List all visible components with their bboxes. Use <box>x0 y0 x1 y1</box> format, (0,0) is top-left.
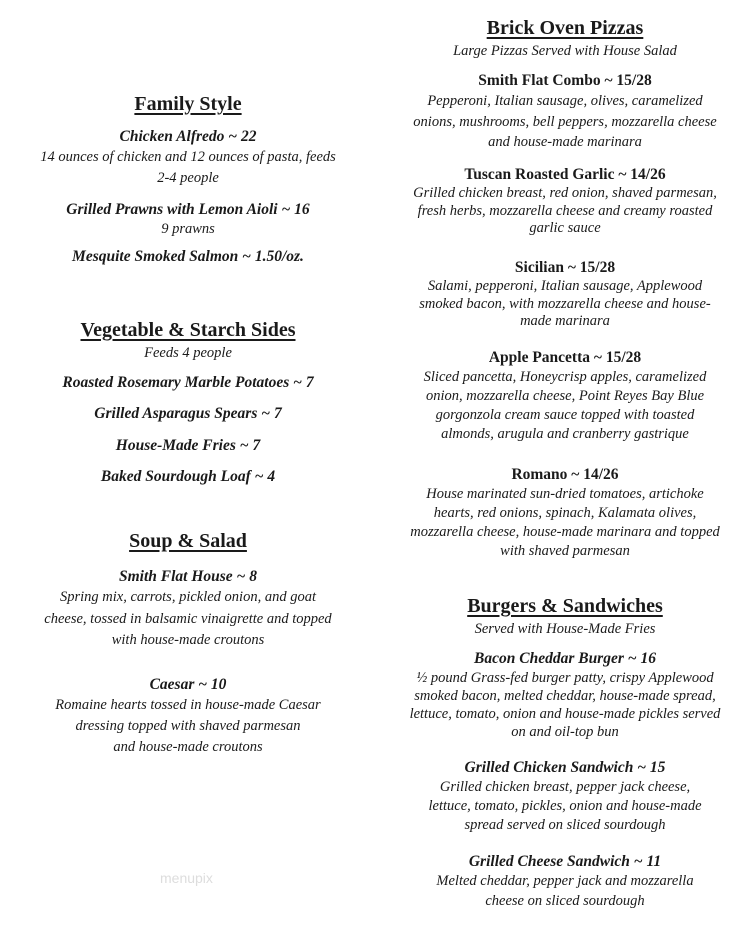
menu-item <box>0 675 376 758</box>
item-name: Mesquite Smoked Salmon ~ 1.50/oz. <box>72 248 304 265</box>
item-name: Sicilian ~ 15/28 <box>514 259 616 276</box>
menu-item <box>0 200 376 238</box>
item-name: Romano ~ 14/26 <box>511 466 619 483</box>
item-name: Grilled Cheese Sandwich ~ 11 <box>468 853 662 870</box>
section-title-pizzas: Brick Oven Pizzas <box>486 17 644 39</box>
item-name: Caesar ~ 10 <box>149 676 227 693</box>
item-name: Apple Pancetta ~ 15/28 <box>488 349 642 366</box>
item-desc: ½ pound Grass-fed burger patty, crispy Applewood smoked bacon, melted cheddar, house-made spread, lettuce, tomato, onion and house-made pickles served on and oil-top bun <box>409 670 721 740</box>
section-title-sides: Vegetable & Starch Sides <box>80 319 296 341</box>
item-name: Grilled Asparagus Spears ~ 7 <box>94 405 282 422</box>
item-desc: Sliced pancetta, Honeycrisp apples, caramelized onion, mozzarella cheese, Point Reyes Bay Blue gorgonzola cream sauce topped with toasted almonds, arugula and cranberry gastrique <box>423 369 707 442</box>
item-name: Grilled Prawns with Lemon Aioli ~ 16 <box>66 201 310 218</box>
menu-item <box>380 758 750 835</box>
menu-item <box>380 649 750 741</box>
item-desc: Salami, pepperoni, Italian sausage, Applewood smoked bacon, with mozzarella cheese and house- made marinara <box>419 278 711 329</box>
item-name: House-Made Fries ~ 7 <box>115 437 261 454</box>
section-title-burgers: Burgers & Sandwiches <box>467 595 663 617</box>
item-desc: 14 ounces of chicken and 12 ounces of pasta, feeds 2-4 people <box>40 149 336 186</box>
item-desc: Romaine hearts tossed in house-made Caesar dressing topped with shaved parmesan and house-made croutons <box>55 697 321 755</box>
item-desc: Pepperoni, Italian sausage, olives, caramelized onions, mushrooms, bell peppers, mozzarella cheese and house-made marinara <box>413 93 717 150</box>
menu-item <box>380 348 750 444</box>
item-desc: Grilled chicken breast, red onion, shaved parmesan, fresh herbs, mozzarella cheese and creamy roasted garlic sauce <box>413 185 717 236</box>
item-name: Tuscan Roasted Garlic ~ 14/26 <box>464 166 666 183</box>
section-title-family-style: Family Style <box>134 93 242 115</box>
section-title-soup-salad: Soup & Salad <box>129 530 247 552</box>
section-subtitle: Feeds 4 people <box>144 345 232 361</box>
menu-item <box>380 71 750 153</box>
menu-item <box>0 127 376 188</box>
section-subtitle: Large Pizzas Served with House Salad <box>453 43 677 59</box>
item-desc: Spring mix, carrots, pickled onion, and goat cheese, tossed in balsamic vinaigrette and topped with house-made croutons <box>44 589 332 648</box>
item-name: Smith Flat House ~ 8 <box>118 568 258 585</box>
menu-item <box>380 258 750 331</box>
section-subtitle: Served with House-Made Fries <box>474 621 656 637</box>
menu-item <box>380 465 750 561</box>
item-name: Chicken Alfredo ~ 22 <box>119 128 257 145</box>
item-name: Bacon Cheddar Burger ~ 16 <box>474 650 656 667</box>
item-desc: 9 prawns <box>161 221 215 237</box>
item-desc: Grilled chicken breast, pepper jack cheese, lettuce, tomato, pickles, onion and house-made spread served on sliced sourdough <box>428 779 702 833</box>
item-name: Grilled Chicken Sandwich ~ 15 <box>464 759 666 776</box>
menu-item <box>0 567 376 652</box>
watermark: menupix <box>160 870 213 886</box>
menu-item <box>380 165 750 238</box>
item-desc: Melted cheddar, pepper jack and mozzarella cheese on sliced sourdough <box>436 873 694 909</box>
item-name: Smith Flat Combo ~ 15/28 <box>478 72 652 89</box>
item-desc: House marinated sun-dried tomatoes, artichoke hearts, red onions, spinach, Kalamata olives, mozzarella cheese, house-made marinara and topped with shaved parmesan <box>410 486 720 559</box>
menu-item <box>380 852 750 911</box>
item-name: Roasted Rosemary Marble Potatoes ~ 7 <box>62 374 314 391</box>
item-name: Baked Sourdough Loaf ~ 4 <box>100 468 276 485</box>
